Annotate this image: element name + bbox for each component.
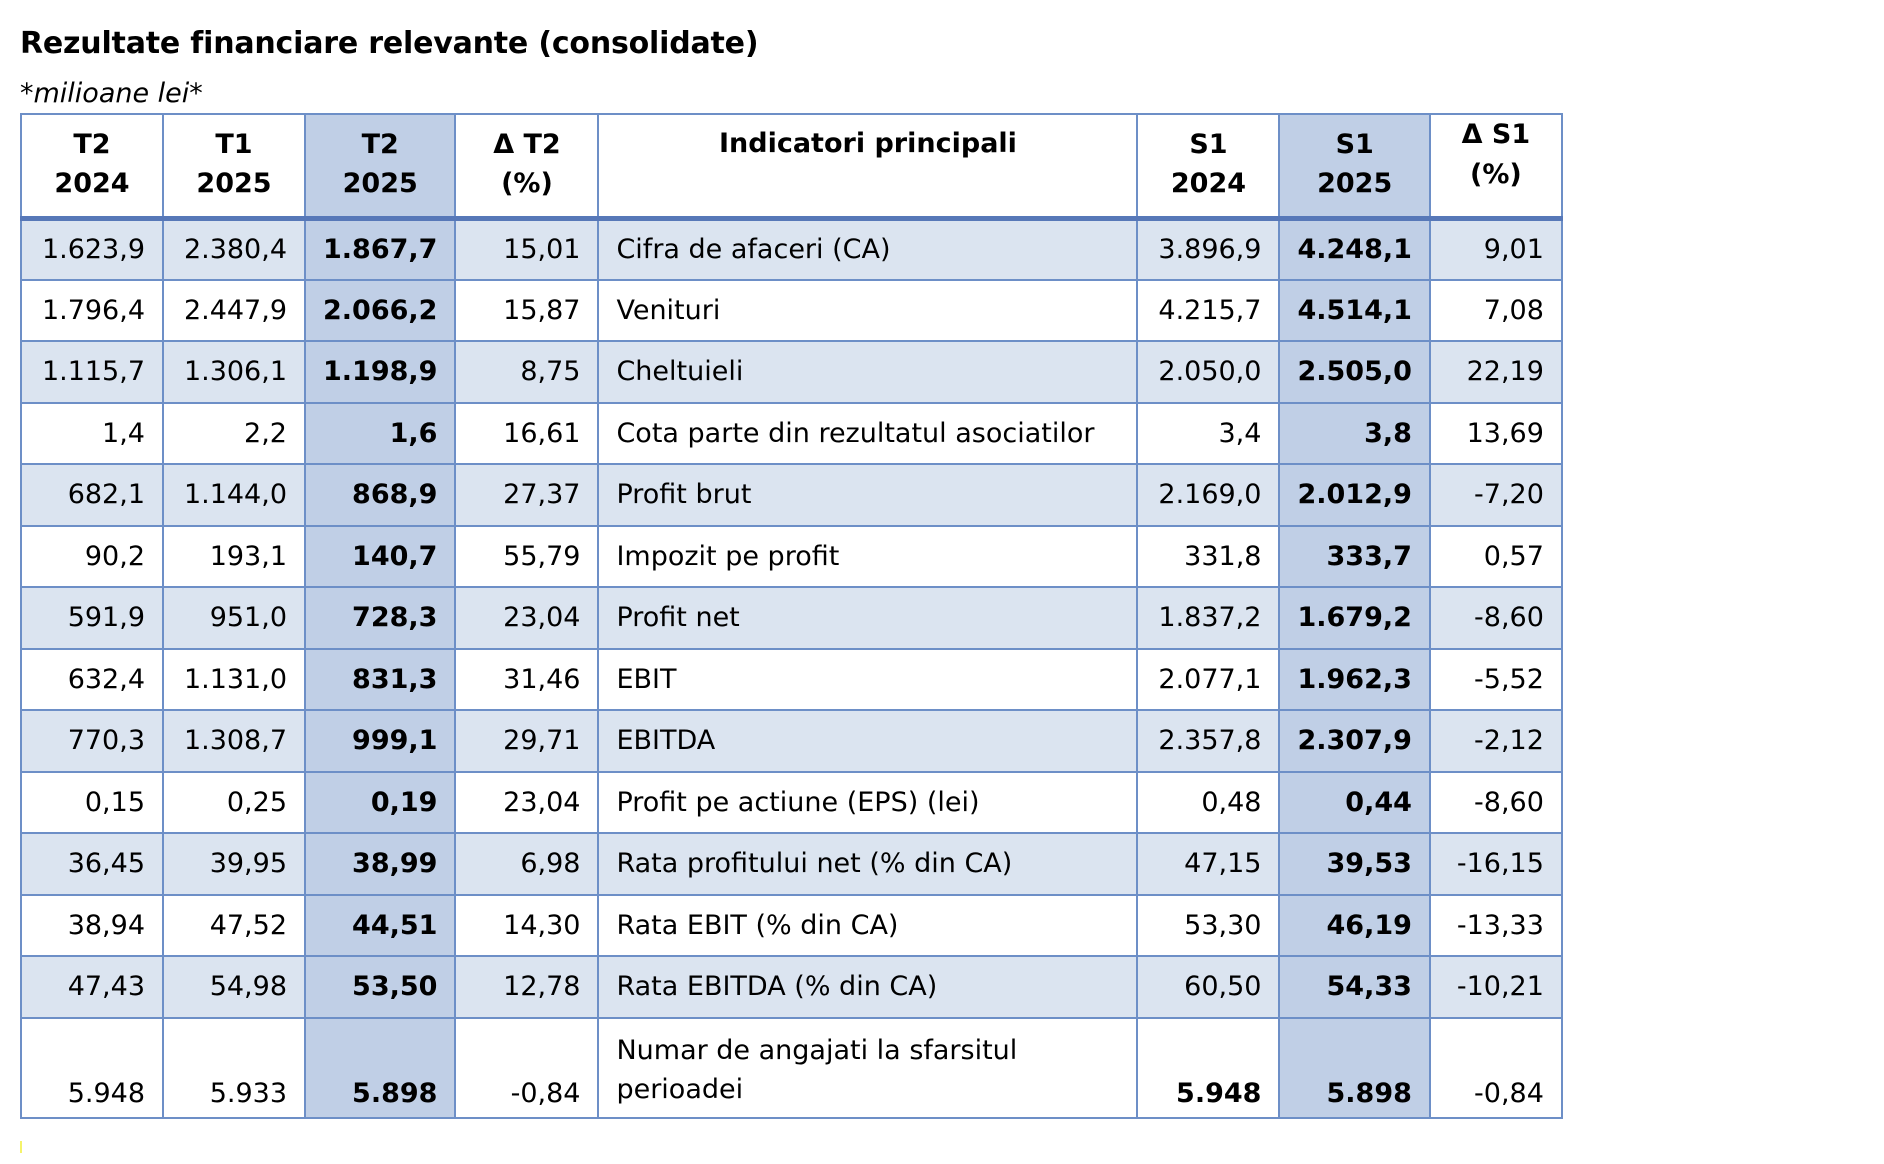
cell-indicator: Impozit pe profit <box>598 526 1137 588</box>
cell-delta-t2: -0,84 <box>455 1018 598 1118</box>
cell-t2-2024: 1,4 <box>21 403 163 465</box>
cell-s1-2025: 5.898 <box>1279 1018 1429 1118</box>
cell-t2-2024: 47,43 <box>21 956 163 1018</box>
cell-t2-2025: 1.867,7 <box>305 218 455 280</box>
cell-delta-t2: 31,46 <box>455 649 598 711</box>
text-cursor-mark <box>20 1141 22 1153</box>
table-row <box>21 772 1562 834</box>
cell-delta-t2: 16,61 <box>455 403 598 465</box>
cell-s1-2024: 2.169,0 <box>1137 464 1279 526</box>
cell-s1-2025: 2.012,9 <box>1279 464 1429 526</box>
cell-delta-s1: -13,33 <box>1430 895 1562 957</box>
cell-t2-2024: 1.623,9 <box>21 218 163 280</box>
header-delta-s1: Δ S1 (%) <box>1430 114 1562 218</box>
table-row <box>21 649 1562 711</box>
cell-t2-2025: 0,19 <box>305 772 455 834</box>
table-row <box>21 833 1562 895</box>
unit-note: *milioane lei* <box>20 78 203 109</box>
cell-t2-2024: 591,9 <box>21 587 163 649</box>
cell-delta-s1: -5,52 <box>1430 649 1562 711</box>
cell-s1-2025: 1.679,2 <box>1279 587 1429 649</box>
cell-t2-2024: 1.796,4 <box>21 280 163 342</box>
table-row <box>21 218 1562 280</box>
cell-indicator: EBITDA <box>598 710 1137 772</box>
cell-t2-2024: 0,15 <box>21 772 163 834</box>
cell-delta-t2: 6,98 <box>455 833 598 895</box>
cell-delta-s1: 22,19 <box>1430 341 1562 403</box>
cell-delta-s1: 7,08 <box>1430 280 1562 342</box>
cell-s1-2025: 2.505,0 <box>1279 341 1429 403</box>
table-row <box>21 956 1562 1018</box>
cell-t2-2025: 53,50 <box>305 956 455 1018</box>
cell-s1-2024: 2.050,0 <box>1137 341 1279 403</box>
cell-t1-2025: 54,98 <box>163 956 305 1018</box>
header-t1-2025: T1 2025 <box>163 114 305 218</box>
table-row <box>21 403 1562 465</box>
cell-t2-2024: 1.115,7 <box>21 341 163 403</box>
cell-indicator: Cifra de afaceri (CA) <box>598 218 1137 280</box>
cell-t2-2025: 728,3 <box>305 587 455 649</box>
cell-indicator: Numar de angajati la sfarsitul perioadei <box>598 1018 1137 1118</box>
header-t2-2025: T2 2025 <box>305 114 455 218</box>
cell-t2-2025: 5.898 <box>305 1018 455 1118</box>
cell-t2-2024: 770,3 <box>21 710 163 772</box>
cell-delta-s1: -8,60 <box>1430 587 1562 649</box>
cell-t2-2025: 1,6 <box>305 403 455 465</box>
cell-t1-2025: 1.144,0 <box>163 464 305 526</box>
cell-s1-2024: 2.077,1 <box>1137 649 1279 711</box>
cell-t2-2025: 44,51 <box>305 895 455 957</box>
cell-delta-s1: 13,69 <box>1430 403 1562 465</box>
cell-delta-t2: 23,04 <box>455 587 598 649</box>
table-row <box>21 710 1562 772</box>
cell-s1-2024: 53,30 <box>1137 895 1279 957</box>
header-t2-2024: T2 2024 <box>21 114 163 218</box>
cell-s1-2024: 47,15 <box>1137 833 1279 895</box>
cell-delta-s1: -0,84 <box>1430 1018 1562 1118</box>
cell-delta-t2: 8,75 <box>455 341 598 403</box>
cell-t2-2025: 999,1 <box>305 710 455 772</box>
header-s1-2025: S1 2025 <box>1279 114 1429 218</box>
table-row <box>21 526 1562 588</box>
header-s1-2024: S1 2024 <box>1137 114 1279 218</box>
cell-delta-s1: -2,12 <box>1430 710 1562 772</box>
cell-indicator: EBIT <box>598 649 1137 711</box>
cell-t2-2025: 868,9 <box>305 464 455 526</box>
cell-s1-2024: 4.215,7 <box>1137 280 1279 342</box>
table-row <box>21 280 1562 342</box>
cell-t1-2025: 47,52 <box>163 895 305 957</box>
cell-t1-2025: 2.380,4 <box>163 218 305 280</box>
cell-s1-2024: 5.948 <box>1137 1018 1279 1118</box>
cell-t2-2024: 632,4 <box>21 649 163 711</box>
cell-t2-2024: 90,2 <box>21 526 163 588</box>
financial-results-table <box>20 113 1563 1119</box>
cell-delta-t2: 29,71 <box>455 710 598 772</box>
cell-delta-s1: -10,21 <box>1430 956 1562 1018</box>
cell-delta-t2: 15,87 <box>455 280 598 342</box>
table-row <box>21 1018 1562 1118</box>
cell-indicator: Profit brut <box>598 464 1137 526</box>
cell-s1-2024: 2.357,8 <box>1137 710 1279 772</box>
cell-t2-2025: 1.198,9 <box>305 341 455 403</box>
cell-indicator: Rata EBITDA (% din CA) <box>598 956 1137 1018</box>
cell-indicator: Rata EBIT (% din CA) <box>598 895 1137 957</box>
cell-s1-2025: 46,19 <box>1279 895 1429 957</box>
cell-delta-t2: 27,37 <box>455 464 598 526</box>
cell-t1-2025: 0,25 <box>163 772 305 834</box>
cell-indicator: Cota parte din rezultatul asociatilor <box>598 403 1137 465</box>
table-row <box>21 587 1562 649</box>
cell-s1-2024: 3,4 <box>1137 403 1279 465</box>
cell-t2-2025: 2.066,2 <box>305 280 455 342</box>
cell-indicator: Venituri <box>598 280 1137 342</box>
cell-s1-2024: 331,8 <box>1137 526 1279 588</box>
table-row <box>21 341 1562 403</box>
cell-t1-2025: 2,2 <box>163 403 305 465</box>
cell-s1-2024: 0,48 <box>1137 772 1279 834</box>
cell-t2-2025: 140,7 <box>305 526 455 588</box>
cell-t2-2024: 38,94 <box>21 895 163 957</box>
header-row <box>21 114 1562 218</box>
cell-delta-s1: 9,01 <box>1430 218 1562 280</box>
cell-t1-2025: 1.306,1 <box>163 341 305 403</box>
cell-delta-s1: -7,20 <box>1430 464 1562 526</box>
header-delta-t2: Δ T2 (%) <box>455 114 598 218</box>
cell-t2-2024: 5.948 <box>21 1018 163 1118</box>
cell-t2-2024: 36,45 <box>21 833 163 895</box>
table-title: Rezultate financiare relevante (consolidate) <box>20 26 759 61</box>
cell-indicator: Profit net <box>598 587 1137 649</box>
header-indicators: Indicatori principali <box>598 114 1137 218</box>
cell-t2-2025: 38,99 <box>305 833 455 895</box>
cell-t1-2025: 5.933 <box>163 1018 305 1118</box>
cell-t1-2025: 39,95 <box>163 833 305 895</box>
cell-s1-2024: 1.837,2 <box>1137 587 1279 649</box>
cell-s1-2025: 3,8 <box>1279 403 1429 465</box>
cell-indicator: Cheltuieli <box>598 341 1137 403</box>
cell-delta-t2: 23,04 <box>455 772 598 834</box>
cell-t1-2025: 951,0 <box>163 587 305 649</box>
cell-s1-2025: 333,7 <box>1279 526 1429 588</box>
cell-s1-2025: 0,44 <box>1279 772 1429 834</box>
table-row <box>21 895 1562 957</box>
cell-s1-2025: 4.514,1 <box>1279 280 1429 342</box>
cell-s1-2025: 1.962,3 <box>1279 649 1429 711</box>
cell-s1-2024: 60,50 <box>1137 956 1279 1018</box>
cell-delta-t2: 12,78 <box>455 956 598 1018</box>
cell-delta-s1: -8,60 <box>1430 772 1562 834</box>
cell-delta-s1: 0,57 <box>1430 526 1562 588</box>
cell-s1-2025: 39,53 <box>1279 833 1429 895</box>
cell-t1-2025: 193,1 <box>163 526 305 588</box>
cell-s1-2025: 54,33 <box>1279 956 1429 1018</box>
cell-delta-t2: 15,01 <box>455 218 598 280</box>
cell-t1-2025: 1.308,7 <box>163 710 305 772</box>
cell-t2-2024: 682,1 <box>21 464 163 526</box>
cell-delta-s1: -16,15 <box>1430 833 1562 895</box>
cell-delta-t2: 55,79 <box>455 526 598 588</box>
cell-delta-t2: 14,30 <box>455 895 598 957</box>
cell-indicator: Rata profitului net (% din CA) <box>598 833 1137 895</box>
cell-t2-2025: 831,3 <box>305 649 455 711</box>
cell-t1-2025: 1.131,0 <box>163 649 305 711</box>
cell-s1-2024: 3.896,9 <box>1137 218 1279 280</box>
cell-s1-2025: 4.248,1 <box>1279 218 1429 280</box>
cell-t1-2025: 2.447,9 <box>163 280 305 342</box>
table-row <box>21 464 1562 526</box>
cell-indicator: Profit pe actiune (EPS) (lei) <box>598 772 1137 834</box>
cell-s1-2025: 2.307,9 <box>1279 710 1429 772</box>
